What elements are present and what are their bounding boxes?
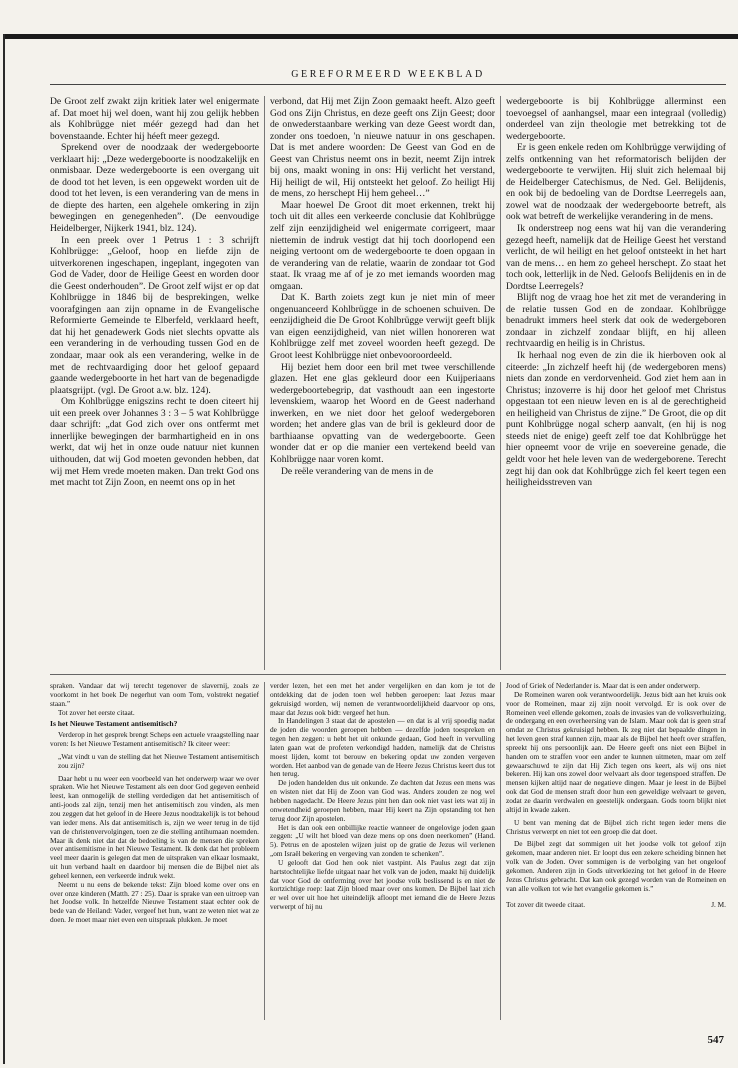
paragraph: Verderop in het gesprek brengt Scheps een actuele vraagstelling naar voren: Is het Nieuwe Testament antisemitisch? Ik citeer weer:: [50, 730, 259, 749]
section-divider: [50, 674, 726, 675]
paragraph: Hij beziet hem door een bril met twee verschillende glazen. Het ene glas gekleurd door een Kuijperiaans wedergeboortebegrip, dat vasthoudt aan een ingestorte levenskiem, waarop het Woord en de Geest naderhand inwerken, en we niet door het geloof wedergeboren worden; het andere glas van de bril is gekleurd door de barthiaanse opvatting van de wedergeboorte. Geen wonder dat er op die manier een vertekend beeld van Kohlbrügge naar voren komt.: [270, 361, 495, 465]
paragraph: In een preek over 1 Petrus 1 : 3 schrijft Kohlbrügge: „Geloof, hoop en liefde zijn de uitverkorenen ingeschapen, ingeplant, ingegoten van God de Vader, door de Heilige Geest en worden door die Geest onderhouden”. De Groot zelf wijst er op dat Kohlbrügge in 1846 bij de besprekingen, welke voorafgingen aan zijn opname in de Evangelische Reformierte Gemeinde te Elberfeld, verklaard heeft, dat hij het genadewerk Gods niet slechts opvatte als een verandering in de verhouding tussen God en de zondaar, maar ook als een verandering, welke in de met de rechtvaardiging door het geloof gepaard gaande wedergeboorte in het hart van de begenadigde plaatsgrijpt. (vgl. De Groot a.w. blz. 124).: [50, 234, 259, 396]
paragraph: De Romeinen waren ook verantwoordelijk. Jezus bidt aan het kruis ook voor de Romeinen, maar zij zijn nooit vervolgd. Er is ook over de Romeinen veel ellende gekomen, zoals de invasies van de volksverhuizing, de ondergang en een overheersing van de Islam. Maar ook dat is geen straf omdat ze Christus gekruisigd hebben. Ik zeg niet dat bepaalde dingen in het leven geen straf kunnen zijn, maar als de Bijbel het heeft over straffen, spreekt hij ons persoonlijk aan. De Heere geeft ons niet een Bijbel in handen om te straffen voor een ander te kunnen uitmeten, maar om zelf gewaarschuwd te zijn dat Hij Zich tegen ons keert, als wij ons niet bekeren. Hij kan ons zowel door welvaart als door tegenspoed straffen. De mensen kijken altijd naar de negatieve dingen. Maar je leest in de Bijbel ook dat God de mensen straft door hun een geweldige welvaart te geven, zodat ze daarin verdwalen en geestelijk ondergaan. Gods toorn blijkt niet altijd in kwade zaken.: [506, 689, 726, 814]
masthead-title: GEREFORMEERD WEEKBLAD: [291, 69, 485, 80]
paragraph: Het is dan ook een onbillijke reactie wanneer de ongelovige joden gaan zeggen: „U wilt het bloed van deze mens op ons doen neerkomen” (Hand. 5). Petrus en de apostelen wijzen juist op de gratie de Jezus wil verlenen „om Israël bekering en vergeving van zonden te schenken”.: [270, 822, 495, 859]
paragraph: verbond, dat Hij met Zijn Zoon gemaakt heeft. Alzo geeft God ons Zijn Christus, en deze geeft ons Zijn Geest; door de onwederstaanbare werking van deze Geest wordt dan, zonder ons toedoen, 'n nieuwe natuur in ons geschapen. Dat is met andere woorden: De Geest van God en de Geest van Christus neemt ons in bezit, neemt Zijn intrek bij ons, maakt woning in ons: Hij verlicht het verstand, Hij heiligt de wil, Hij ontsteekt het geloof. Zo heiligt Hij de mens, zo herschept Hij hem geheel…”: [270, 96, 495, 200]
column-divider: [264, 682, 265, 1020]
paragraph: Blijft nog de vraag hoe het zit met de verandering in de relatie tussen God en de zondaar. Kohlbrügge benadrukt immers heel sterk dat ook de wedergeboren zondaar in zichzelf zondaar blijft, en hij alleen rechtvaardig en heilig is in Christus.: [506, 292, 726, 350]
paragraph: spraken. Vandaar dat wij terecht tegenover de slavernij, zoals ze voorkomt in het boek De negerhut van oom Tom, volstrekt negatief staan.”: [50, 682, 259, 708]
author-initials: J. M.: [711, 900, 726, 910]
paragraph: In Handelingen 3 staat dat de apostelen — en dat is al vrij spoedig nadat de joden die woorden geroepen hebben — dezelfde joden toespreken en tegen hen zeggen: u hebt het uit onkunde gedaan, God heeft in vervulling laten gaan wat de profeten verkondigd hadden, namelijk dat de Christus moest lijden, komt tot berouw en bekering opdat uw zonden vergeven worden. Het aanbod van de genade van de Heere Jezus Christus keert dus tot hen terug.: [270, 716, 495, 779]
paragraph: De reële verandering van de mens in de: [281, 465, 434, 477]
section-heading: Is het Nieuwe Testament antisemitisch?: [50, 719, 178, 729]
column-divider: [500, 96, 501, 670]
paragraph: De Bijbel zegt dat sommigen uit het joodse volk tot geloof zijn gekomen, maar anderen niet. Er loopt dus een zekere scheiding binnen het volk van de Joden. Over sommigen is de verbolging van het ongeloof gekomen. Anderen zijn in Gods uitverkiezing tot het geloof in de Heere Jezus Christus gebracht. Dat kan ook gezegd worden van de Romeinen en van alle volken tot wie het evangelie gekomen is.”: [506, 839, 726, 893]
lower-column-3: [506, 682, 726, 1020]
paragraph: Ik herhaal nog even de zin die ik hierboven ook al citeerde: „In zichzelf heeft hij (de wedergeboren mens) niets dan zonde en verdorvenheid. God ziet hem aan in Christus; inzoverre is hij door het geloof met Christus opgestaan tot een nieuw leven en is al de gerechtigheid en heiligheid van Christus de zijne.” De Groot, die op dit punt Kohlbrügge nogal scherp aanvalt, (en hij is nog steeds niet de enige) geeft zelf toe dat Kohlbrügge het hier opneemt voor de vrije en soevereine genade, die geldt voor het hele leven van de wedergeborene. Terecht zegt hij dan ook dat Kohlbrügge zich fel keert tegen een heiligheidsstreven van: [506, 350, 726, 489]
paragraph: Daar hebt u nu weer een voorbeeld van het onderwerp waar we over spraken. Wie het Nieuwe Testament als een door God gegeven eenheid leest, kan onmogelijk de stelling verdedigen dat het antisemitisch of anti-joods zal zijn, tenzij men het antisemitisch zou vinden, als men zou zeggen dat het geloof in de Heere Jezus noodzakelijk is tot behoud van ieder mens. Als dat antisemitisch is, zijn we weer terug in de tijd van de christenvervolgingen, toen ze die stelling antihumaan noemden. Maar ik denk niet dat dat de bedoeling is van de mensen die spreken over antisemitisme in het Nieuwe Testament. Ik denk dat het probleem veel meer daarin is gelegen dat men de uitspraken van elkaar losmaakt, uit hun verband haalt en daardoor bij mensen die de Bijbel niet als geheel kennen, een verkeerde indruk wekt.: [50, 773, 259, 880]
paragraph: Tot zover het eerste citaat.: [58, 707, 135, 717]
paragraph: Om Kohlbrügge enigszins recht te doen citeert hij uit een preek over Johannes 3 : 3 – 5 wat Kohlbrügge daar schrijft: „dat God zich over ons ontfermt met innerlijke bewegingen der barmhartigheid en in ons werkt, dat wij het in onze oude natuur niet kunnen uithouden, dat wij God moeten gevonden hebben, dat wij met Hem vrede moeten maken. Dan trekt God ons met macht tot Zijn Zoon, en neemt ons op in het: [50, 396, 259, 489]
paragraph: verder lezen, het een met het ander vergelijken en dan kom je tot de ontdekking dat de joden toen wel hebben geroepen: laat Jezus maar gekruisigd worden, wij nemen de verantwoordelijkheid daarvoor op ons, maar dat Jezus ook bidt: vergeef het hun.: [270, 682, 495, 717]
paragraph: Er is geen enkele reden om Kohlbrügge verwijding of zelfs ontkenning van het reformatorisch belijden der wedergeboorte te verwijten. Hij sluit zich helemaal bij de Heidelberger Catechismus, de Ned. Gel. Belijdenis, en ook bij de bedoeling van de Dordtse Leerregels aan, zowel wat de noodzaak der wedergeboorte betreft, als ook wat betreft de werkelijke verandering in de mens.: [506, 142, 726, 223]
upper-column-2: [270, 96, 495, 670]
paragraph: Neemt u nu eens de bekende tekst: Zijn bloed kome over ons en over onze kinderen (Matth. 27 : 25). Daar is sprake van een uitroep van het Joodse volk. In hetzelfde Nieuwe Testament staat echter ook de bede van de Heiland: Vader, vergeef het hun, want ze weten niet wat ze doen. Je moet maar niet even een uitspraak plukken. Je moet: [50, 879, 259, 925]
paragraph: Ik onderstreep nog eens wat hij van die verandering gezegd heeft, namelijk dat de Heilige Geest het verstand verlicht, de wil heiligt en het geloof ontsteekt in het hart van de mens… en hem zo geheel herschept. Zo staat het toch ook, letterlijk in de Ned. Geloofs Belijdenis en in de Dordtse Leerregels?: [506, 223, 726, 292]
column-divider: [264, 96, 265, 670]
binding-edge-line: [3, 34, 5, 1064]
paragraph: De Groot zelf zwakt zijn kritiek later wel enigermate af. Dat moet hij wel doen, want hij zou gelijk hebben als Kohlbrügge niet méér gezegd had dan het bovenstaande. Echter hij héeft meer gezegd.: [50, 96, 259, 142]
column-divider: [500, 682, 501, 1020]
masthead: [50, 68, 726, 85]
paragraph: Dat K. Barth zoiets zegt kun je niet min of meer ongenuanceerd Kohlbrügge in de schoenen schuiven. De eenzijdigheid die De Groot Kohlbrügge verwijt geeft blijk van eigen eenzijdigheid, van niet willen honoreren wat Kohlbrügge zelf met zoveel woorden heeft gezegd. De Groot leest Kohlbrügge niet onbevooroordeeld.: [270, 292, 495, 362]
paragraph: U gelooft dat God hen ook niet vastpint. Als Paulus zegt dat zijn hartstochtelijke liefde uitgaat naar het volk van de joden, maakt hij duidelijk dat voor God de ontferming over het joodse volk beslissend is en niet de kortzichtige roep: laat Zijn bloed maar over ons komen. De Bijbel laat zich er wel over uit hoe het uiteindelijk afloopt met iemand die de Heere Jezus verwerpt of hij nu: [270, 857, 495, 912]
upper-column-1: [50, 96, 259, 670]
paragraph: Jood of Griek of Nederlander is. Maar dat is een ander onderwerp.: [506, 682, 700, 690]
closing-text: Tot zover dit tweede citaat.: [506, 900, 586, 910]
top-black-bar: [4, 34, 738, 39]
closing-line: [506, 901, 726, 910]
paragraph: wedergeboorte is bij Kohlbrügge allerminst een toevoegsel of aanhangsel, maar een integraal (volledig) onderdeel van zijn theologie met betrekking tot de wedergeboorte.: [506, 96, 726, 142]
paragraph: Sprekend over de noodzaak der wedergeboorte verklaart hij: „Deze wedergeboorte is noodzakelijk en onmisbaar. Deze wedergeboorte is een overgang uit de dood tot het leven, is een opgewekt worden uit de dood tot het leven, is een verandering van de mens in de diepte des harten, een algehele omkering in zijn bewegingen en genegenheden”. (De eenvoudige Heidelberger, Nijkerk 1941, blz. 124).: [50, 142, 259, 235]
lower-column-2: [270, 682, 495, 1020]
paragraph: De joden handelden dus uit onkunde. Ze dachten dat Jezus een mens was en wisten niet dat Hij de Zoon van God was. Anders zouden ze nog wel hebben nagedacht. De Heere Jezus pint hen dan ook niet vast iets wat zij in onwetendheid geroepen hebben, maar Hij keert na Zijn opstanding tot hen terug door Zijn apostelen.: [270, 778, 495, 823]
upper-column-3: [506, 96, 726, 670]
paragraph: Maar hoewel De Groot dit moet erkennen, trekt hij toch uit dit alles een verkeerde conclusie dat Kohlbrügge zelf zijn eenzijdigheid wel enigermate corrigeert, maar niettemin de indruk vestigt dat hij toch doorlopend een neiging vertoont om de wedergeboorte te doen opgaan in de verandering van de relatie, waarin de zondaar tot God staat. Ik vraag me af of je zo met iemands woorden mag omgaan.: [270, 199, 495, 292]
interview-question: U bent van mening dat de Bijbel zich richt tegen ieder mens die Christus verwerpt en niet tot een groep die dat doet.: [506, 817, 726, 836]
lower-column-1: [50, 682, 259, 1020]
page-number: 547: [707, 1034, 724, 1046]
interview-question: „Wat vindt u van de stelling dat het Nieuwe Testament antisemitisch zou zijn?: [58, 751, 259, 770]
